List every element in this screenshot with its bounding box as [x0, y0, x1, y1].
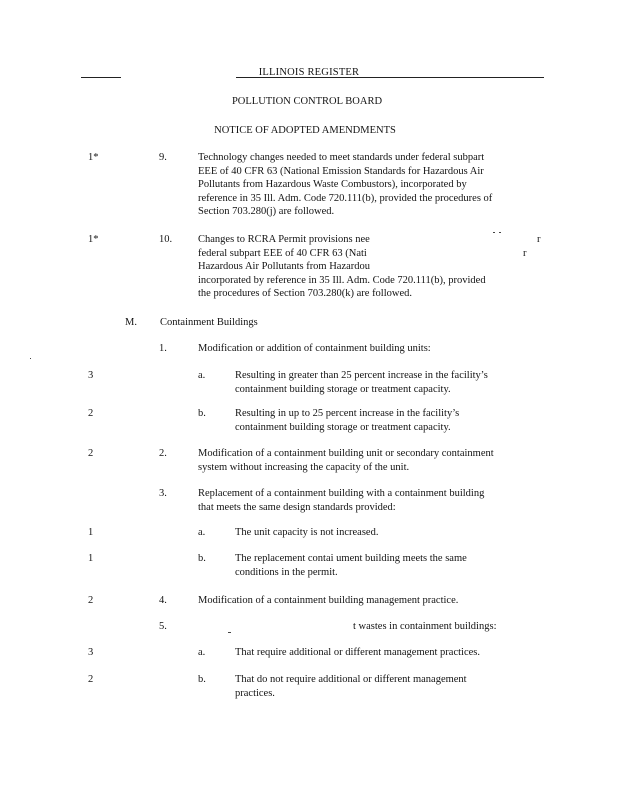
text-line: practices.: [235, 687, 275, 699]
subitem-letter: b.: [198, 553, 206, 564]
text-line: Resulting in up to 25 percent increase in the facility’s: [235, 408, 460, 419]
text-line: Resulting in greater than 25 percent increase in the facility’s: [235, 370, 488, 381]
register-title: ILLINOIS REGISTER: [258, 67, 360, 78]
text-line: Replacement of a containment building with a containment building: [198, 488, 485, 499]
text-line: system without increasing the capacity of the unit.: [198, 461, 410, 473]
text-line: reference in 35 Ill. Adm. Code 720.111(b), provided the procedures of: [198, 192, 493, 204]
class-code: 2: [88, 595, 94, 606]
scan-speck: [30, 358, 31, 359]
subitem-letter: a.: [198, 527, 206, 538]
item-number: 5.: [159, 621, 167, 632]
text-line: that meets the same design standards provided:: [198, 501, 396, 513]
text-line: The replacement contai ument building meets the same: [235, 553, 467, 564]
class-code: 1: [88, 553, 94, 564]
text-line: conditions in the permit.: [235, 566, 338, 578]
header-rule-left: [81, 77, 121, 78]
text-line: Changes to RCRA Permit provisions nee: [198, 234, 370, 245]
item-number: 4.: [159, 595, 167, 606]
item-number: 10.: [159, 234, 173, 245]
subitem-letter: a.: [198, 370, 206, 381]
text-line: Technology changes needed to meet standards under federal subpart: [198, 152, 485, 163]
item-number: 2.: [159, 448, 167, 459]
text-line: the procedures of Section 703.280(k) are followed.: [198, 288, 413, 299]
item-10-text: [198, 233, 486, 301]
text-line: containment building storage or treatment capacity.: [235, 383, 451, 395]
class-code: 2: [88, 408, 94, 419]
class-code: 1*: [88, 152, 99, 163]
item-text: [198, 487, 484, 514]
notice-title: NOTICE OF ADOPTED AMENDMENTS: [214, 125, 396, 136]
item-number: 9.: [159, 152, 167, 163]
class-code: 1*: [88, 234, 99, 245]
class-code: 1: [88, 527, 94, 538]
class-code: 3: [88, 370, 94, 381]
subitem-text: That require additional or different management practices.: [235, 647, 480, 658]
text-line: Hazardous Air Pollutants from Hazardou: [198, 261, 371, 272]
class-code: 2: [88, 674, 94, 685]
text-line: EEE of 40 CFR 63 (National Emission Standards for Hazardous Air: [198, 165, 484, 177]
section-number: M.: [125, 317, 137, 328]
item-text: Modification of a containment building management practice.: [198, 595, 459, 606]
section-title: Containment Buildings: [160, 317, 258, 328]
scan-mark: r: [523, 248, 527, 259]
text-line: Pollutants from Hazardous Waste Combustors), incorporated by: [198, 179, 467, 190]
text-line: Modification of a containment building unit or secondary containment: [198, 448, 494, 459]
subitem-letter: b.: [198, 674, 206, 685]
subitem-letter: a.: [198, 647, 206, 658]
text-line: That do not require additional or different management: [235, 674, 467, 685]
agency-title: POLLUTION CONTROL BOARD: [231, 96, 383, 107]
scan-speck: [493, 232, 495, 233]
item-number: 1.: [159, 343, 167, 354]
item-number: 3.: [159, 488, 167, 499]
subitem-letter: b.: [198, 408, 206, 419]
item-9-text: [198, 151, 492, 219]
subitem-text: The unit capacity is not increased.: [235, 527, 379, 538]
subitem-text: [235, 407, 459, 434]
text-line: federal subpart EEE of 40 CFR 63 (Nati: [198, 247, 367, 259]
item-text: Modification or addition of containment building units:: [198, 343, 431, 354]
item-text: [198, 447, 494, 474]
scan-speck: [499, 232, 501, 233]
subitem-text: [235, 673, 467, 700]
subitem-text: [235, 369, 488, 396]
class-code: 3: [88, 647, 94, 658]
class-code: 2: [88, 448, 94, 459]
text-line: Section 703.280(j) are followed.: [198, 206, 335, 217]
scan-speck: [228, 632, 231, 633]
text-line: incorporated by reference in 35 Ill. Adm. Code 720.111(b), provided: [198, 274, 486, 286]
header-rule-right: [236, 77, 544, 78]
subitem-text: [235, 552, 467, 579]
item-text: t wastes in containment buildings:: [353, 621, 497, 632]
scan-mark: r: [537, 234, 541, 245]
text-line: containment building storage or treatment capacity.: [235, 421, 451, 433]
